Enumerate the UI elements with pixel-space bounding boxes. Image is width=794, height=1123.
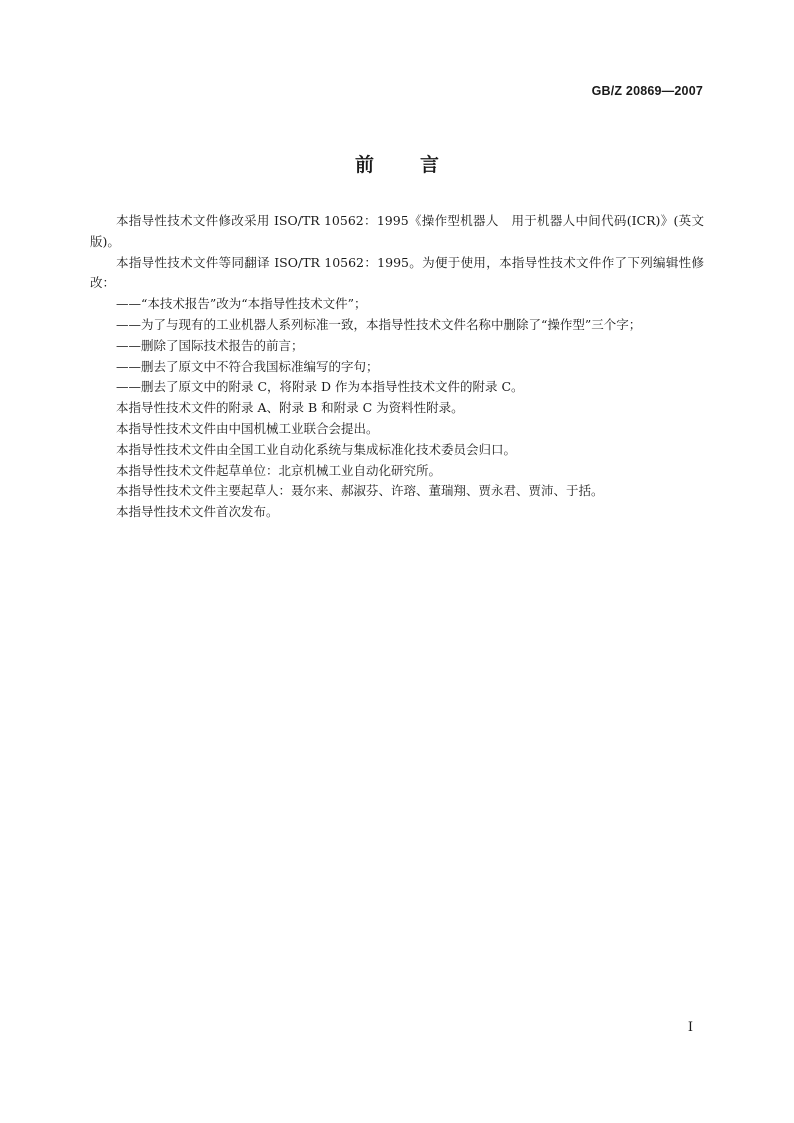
paragraph-first-release: 本指导性技术文件首次发布。 <box>116 504 279 520</box>
paragraph-annexes: 本指导性技术文件的附录 A、附录 B 和附录 C 为资料性附录。 <box>116 400 464 416</box>
list-item-change-2: ——为了与现有的工业机器人系列标准一致，本指导性技术文件名称中删除了“操作型”三个字； <box>116 316 642 332</box>
list-item-change-1: ——“本技术报告”改为“本指导性技术文件”； <box>116 296 367 312</box>
paragraph-drafting-unit: 本指导性技术文件起草单位：北京机械工业自动化研究所。 <box>116 462 442 478</box>
paragraph-drafters: 本指导性技术文件主要起草人：聂尔来、郝淑芬、许瑢、董瑞翔、贾永君、贾沛、于括。 <box>116 483 604 499</box>
list-item-change-5: ——删去了原文中的附录 C，将附录 D 作为本指导性技术文件的附录 C。 <box>116 379 524 395</box>
foreword-body <box>90 211 704 523</box>
page-title: 前言 <box>354 154 485 176</box>
list-item-change-4: ——删去了原文中不符合我国标准编写的字句； <box>116 358 379 374</box>
list-item-change-3: ——删除了国际技术报告的前言； <box>116 337 304 353</box>
page-number: I <box>687 1020 693 1035</box>
paragraph-translation: 本指导性技术文件等同翻译 ISO/TR 10562：1995。为便于使用，本指导性技术文件作了下列编辑性修改： <box>90 254 704 291</box>
standard-code: GB/Z 20869—2007 <box>591 84 703 98</box>
paragraph-proposer: 本指导性技术文件由中国机械工业联合会提出。 <box>116 420 379 436</box>
paragraph-adoption: 本指导性技术文件修改采用 ISO/TR 10562：1995《操作型机器人 用于机器人中间代码(ICR)》(英文版)。 <box>90 213 704 249</box>
paragraph-committee: 本指导性技术文件由全国工业自动化系统与集成标准化技术委员会归口。 <box>116 441 517 457</box>
